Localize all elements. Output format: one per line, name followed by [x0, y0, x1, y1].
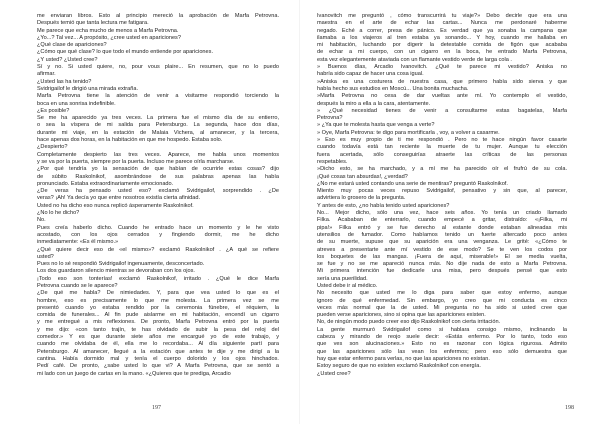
text-line: afirmar. — [37, 71, 56, 78]
text-line: » ¿Ya que te molesta hasta que venga a verte? — [317, 122, 435, 129]
text-line: ¿Usted cree? — [317, 370, 351, 377]
text-line: negado. Eché a correr, presa de pánico. Es verdad que ya sonaba la campana que — [317, 27, 567, 34]
text-line: ignoro de qué enfermedad. Sin embargo, yo creo que mi conducta es cinco — [317, 297, 567, 304]
text-line: Y antes de esto, ¿no había tenido usted apariciones? — [317, 202, 450, 209]
text-line: ¿De qué me habla? De nimiedades. Y, para que vea usted lo que es el — [37, 290, 279, 297]
text-line: ¿No me estará usted contando una serie de mentiras? preguntó Raskolnikof. — [317, 180, 508, 187]
text-line: cabeza y mirando de reojo suele decir: «Estás enfermo. Por lo tanto, todo eso — [317, 334, 567, 341]
text-line: »Dicho esto, se ha marchado, y a mí me ha parecido oír el frufrú de su cola. — [317, 166, 567, 173]
text-line: comedor.» Y es que durante siete años me encargué yo de este trabajo, y — [37, 334, 279, 341]
text-line: Completamente despierto las tres veces. Aparece, me habla unos momentos — [37, 151, 279, 158]
text-line: ¿Yo...? Tal vez... A propósito, ¿cree usted en apariciones? — [37, 34, 181, 41]
text-line: ¿Por qué tendría yo la sensación de que habían de ocurrirle estas cosas? dijo — [37, 166, 279, 173]
text-line: » ¿Qué necesidad tienes de venir a consultarme estas bagatelas, Marfa — [317, 107, 567, 114]
right-page-text — [317, 13, 567, 401]
text-line: los boquetes de las mangas. ¡Fuera de aquí, miserable!» El se media vuelta, — [317, 253, 567, 260]
text-line: Se me ha aparecido ya tres veces. La primera fue el mismo día de su entierro, — [37, 115, 279, 122]
text-line: cantina. Había dormido mal y tenía el cuerpo dolorido y los ojos hinchados. — [37, 355, 279, 362]
text-line: Los dos guardaron silencio mientras se devoraban con los ojos. — [37, 268, 195, 275]
text-line: acostado, con los ojos cerrados y fingiendo dormir, me he dicho — [37, 231, 279, 238]
text-line: me enviaran libros. Esto al principio mereció la aprobación de Marfa Petrovna. — [37, 13, 279, 19]
text-line: pipa!» Filka entró y se fue derecho al estante donde estaban alineadas mis — [317, 224, 567, 231]
text-line: ¡Qué cosas tan absurdas!, ¿verdad? — [317, 173, 408, 180]
text-line: Ivanovitch me preguntó , cómo transcurrirá tu viaje?» Debo decirle que era una — [317, 13, 567, 19]
text-line: y me dijo: «con tanto trajín, te has olvidado de subir la pesa del reloj del — [37, 326, 279, 333]
text-line: esta vez elegantemente ataviada con un flamante vestido verde de larga cola . — [317, 56, 512, 63]
text-line: hombre, eso es precisamente lo que me molesta. La primera vez se me — [37, 297, 279, 304]
text-line: ¿No lo he dicho? — [37, 210, 80, 217]
text-line: No, de ningún modo puedo creer eso dijo Raskolnikof con cierta irritación. — [317, 319, 501, 326]
text-line: Usted debe ir al médico. — [317, 282, 378, 289]
text-line: » Eso es muy propio de ti me respondió . Pero no te hace ningún favor casarte — [317, 137, 567, 144]
text-line: hace apenas dos horas, en la habitación en que me hospedo. Estaba solo. — [37, 137, 223, 144]
text-line: o sea la víspera de mi salida para Petersburgo. La segunda, hace dos días, — [37, 122, 279, 129]
text-line: presentó cuando yo estaba rendido por la ceremonia fúnebre, el réquiem, la — [37, 304, 279, 311]
text-line: La gente murmuró Svidrigailof como si hablara consigo mismo, inclinando la — [317, 326, 567, 333]
text-line: atreves a presentarte ante mí vestido de ese modo? Se te ven los codos por — [317, 246, 567, 253]
text-line: que ves son alucinaciones.» Esto no es razonar con lógica rigurosa. Admito — [317, 341, 567, 348]
text-line: respetables. — [317, 158, 348, 165]
text-line: veras? ¡Ah! Ya decía yo que entre nosotros existía cierta afinidad. — [37, 195, 201, 202]
text-line: Marfa Petrovna tiene la atención de venir a visitarme respondió torciendo la — [37, 93, 279, 100]
text-line: Pues no lo sé respondió Svidrigailof ingenuamente, desconcertado. — [37, 261, 205, 268]
text-line: habría sido capaz de hacer una cosa igual. — [317, 71, 424, 78]
text-line: ¿Qué clase de apariciones? — [37, 42, 107, 49]
text-line: mi lado con un juego de cartas en la mano. «¿Quieres que te prediga, Arcadio — [37, 370, 231, 377]
text-line: Petrovna cuando se le aparece? — [37, 282, 118, 289]
text-line: »Marfa Petrovna no cesa de dar vueltas ante mí. Yo contemplo el vestido, — [317, 93, 567, 100]
right-page — [300, 0, 600, 424]
text-line: Pues creía haberlo dicho. Cuando he entrado hace un momento y le he visto — [37, 224, 279, 231]
text-line: veces más normal que la de usted. Mi pregunta no ha sido si usted cree que — [317, 304, 567, 311]
text-line: No... Mejor dicho, sólo una vez, hace seis años. Yo tenía un criado llamado — [317, 210, 567, 217]
text-line: utensilios de fumador. Como habíamos tenido un fuerte altercado poco antes — [317, 231, 567, 238]
text-line: Petrovna? — [317, 115, 343, 122]
text-line: Estoy seguro de que no existen exclamó Raskolnikof con energía. — [317, 363, 481, 370]
text-line: ¿De veras ha pensado usted eso? exclamó Svidrigailof, sorprendido . ¿De — [37, 188, 279, 195]
text-line: ilamaba a los viajeros al tren estaba ya sonando... Y hoy, cuando me hallaba en — [317, 34, 567, 41]
text-line: mi habitación, luchando por digerir la detestable comida de figón que acababa — [317, 42, 567, 49]
text-line: ¿Usted las ha tenido? — [37, 78, 92, 85]
text-line: cuando me olvidaba de él, ella me lo recordaba... Al día siguiente partí para — [37, 341, 279, 348]
text-line: se fue y no se me apareció nunca más. No dije nada de esto a Marfa Petrovna. — [317, 261, 567, 268]
text-line: Miento muy pocas veces repuso Svidrigailof, pensativo y sin que, al parecer, — [317, 188, 567, 195]
text-line: Sí y no. Si usted quiere, no, pour vous plaire... En resumen, que no lo puedo — [37, 64, 279, 71]
text-line: de echar a mi cuerpo, con un cigarro en la boca, he entrado Marfa Petrovna, — [317, 49, 567, 56]
text-line: No. — [37, 217, 46, 224]
text-line: de súbito Raskolnikof, asombrándose de sus palabras apenas las había — [37, 173, 279, 180]
text-line: había hecho sus estudios en Moscú... Una bonita muchacha. — [317, 85, 469, 92]
text-line: Mi primera intención fue dedicarle una misa, pero después pensé que esto — [317, 268, 567, 275]
text-line: después la miro a ella a la cara, atentamente. — [317, 100, 431, 107]
text-line: boca en una sonrisa indefinible. — [37, 100, 116, 107]
text-line: » Oye, Marfa Petrovna: te digo para mortificarla , voy, a volver a casarme. — [317, 129, 500, 136]
text-line: maestra en el arte de echar las cartas... Nunca me perdonaré haberme — [317, 20, 567, 27]
text-line: y se va por la puerta, siempre por la puerta. Incluso me parece oírla marcharse. — [37, 158, 235, 165]
text-line: y me entregué a mis reflexiones. De pronto, Marfa Petrovna entró por la puerta — [37, 319, 279, 326]
left-page-number: 197 — [152, 405, 161, 411]
text-line: pueden verse apariciones, sino si opina que las apariciones existen. — [317, 312, 486, 319]
text-line: Usted no ha dicho eso nunca replicó ásperamente Raskolnikof. — [37, 202, 194, 209]
text-line: Me parece que echa mucho de menos a Marfa Petrovna. — [37, 27, 179, 34]
text-line: Petersburgo. Al amanecer, llegué a la estación que antes te dije y me dirigí a la — [37, 348, 279, 355]
text-line: comida de funerales... Al fin pude aislarme en mi habitación, encendí un cigarro — [37, 312, 279, 319]
text-line: ¿Es posible? — [37, 107, 70, 114]
left-page-text — [37, 13, 279, 401]
text-line: sería una puerilidad. — [317, 275, 368, 282]
text-line: pronunciado. Estaba extraordinariamente emocionado. — [37, 180, 174, 187]
text-line: Después temió que tanta lectura me fatigara. — [37, 20, 149, 27]
text-line: usted? — [37, 253, 54, 260]
text-line: ¿Cómo que qué clase? lo que todo el mundo entiende por apariciones. — [37, 49, 214, 56]
text-line: Filka. Acababan de enterrarlo, cuando empecé a gritar, distraído: «¡Filka, mi — [317, 217, 567, 224]
text-line: inmediatamente: «Es él mismo.» — [37, 239, 119, 246]
text-line: cuando todavía está tan reciente la muerte de tu mujer. Aunque tu elección — [317, 144, 567, 151]
text-line: ¿Qué quiere decir eso de «el mismo»? exclamó Raskolnikof . ¿A qué se refiere — [37, 246, 279, 253]
text-line: advirtiera lo grosero de la pregunta. — [317, 195, 406, 202]
text-line: hay que estar enfermo para verlas, no que las apariciones no existan. — [317, 355, 490, 362]
text-line: ¿Y usted? ¿Usted cree? — [37, 56, 98, 63]
text-line: Pedí café. De pronto, ¿sabe usted lo que vi? A Marfa Petrovna, que se sentó a — [37, 363, 279, 370]
text-line: ¿Despierto? — [37, 144, 68, 151]
text-line: durante mi viaje, en la estación de Malaia Vichera, al amanecer, y la tercera, — [37, 129, 279, 136]
text-line: No necesito que usted me lo diga para saber que estoy enfermo, aunque — [317, 290, 567, 297]
text-line: ¡Todo eso son tonterías! exclamó Raskolnikof, irritado . ¿Qué le dice Marfa — [37, 275, 279, 282]
right-page-number: 198 — [565, 405, 574, 411]
text-line: » Buenos días, Arcadio Ivanovitch. ¿Qué te parece mi vestido? Aniska no — [317, 64, 567, 71]
text-line: de su muerte, supuse que su aparición era una venganza. Le grité: «¿Cómo te — [317, 239, 567, 246]
text-line: »Aniska es una costurera de nuestra casa, que primero había sido sierva y que — [317, 78, 567, 85]
text-line: que las apariciones sólo las vean los enfermos; pero eso sólo demuestra que — [317, 348, 567, 355]
text-line: fuera acertada, sólo conseguirías atraerte las críticas de las personas — [317, 151, 567, 158]
text-line: Svidrigailof le dirigió una mirada extraña. — [37, 85, 139, 92]
